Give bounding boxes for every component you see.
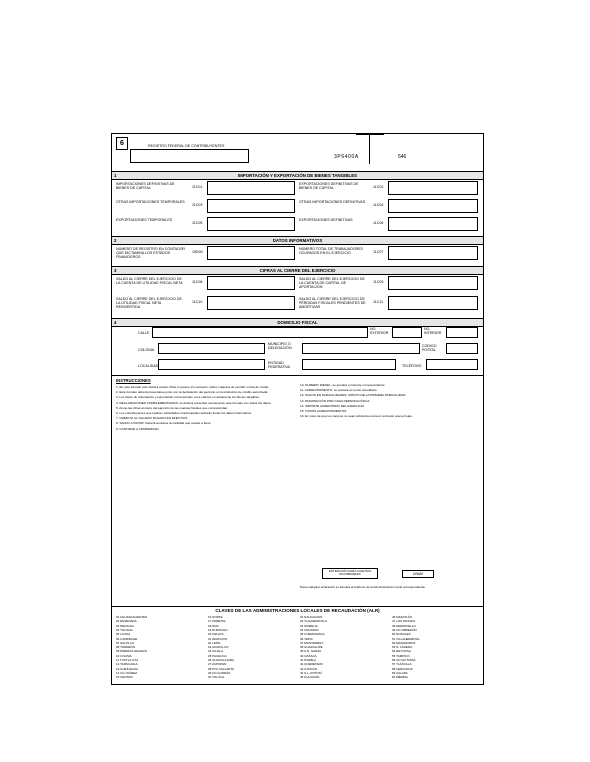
form-code-bar-stem [369, 134, 370, 164]
instruction-paragraph: 11. ACREDITAMIENTO: se anotará el monto acreditado. [300, 388, 378, 393]
instruction-paragraph: 15. OTROS ACREDITAMIENTOS. [300, 408, 348, 413]
instructions-right-column [300, 384, 478, 544]
alr-code: 44 S.L. POTOSÍ [300, 670, 322, 675]
alr-code: 24 IGUALA [208, 649, 224, 654]
estimacion-label: ESTIMACIÓN PARA CUENTAS INCOBRABLES [328, 569, 372, 577]
alr-code: 04 TIJUANA [116, 627, 133, 632]
field-input-right[interactable] [388, 181, 478, 195]
field-code-left: 11C01 [192, 185, 203, 189]
alr-code: 28 PTO VALLARTA [208, 666, 234, 671]
entidad-label: ENTIDAD FEDERATIVA [268, 361, 291, 370]
alr-code: 06 CAMPECHE [116, 636, 138, 641]
field-input-right[interactable] [388, 246, 478, 260]
tax-form [111, 133, 484, 685]
alr-code: 30 TOLUCA [208, 675, 225, 680]
field-label-right: EXPORTACIONES DEFINITIVAS DE BIENES DE CAPITAL [299, 182, 359, 191]
rfc-label: REGISTRO FEDERAL DE CONTRIBUYENTES [148, 144, 225, 148]
field-input-right[interactable] [388, 217, 478, 231]
alr-code: 60 MÉRIDA [392, 675, 408, 680]
codes-title: CLAVES DE LAS ADMINISTRACIONES LOCALES DE RECAUDACIÓN (ALR) [215, 608, 380, 613]
alr-code: 20 CELAYA [208, 632, 224, 637]
field-code-left: 19D00 [192, 250, 203, 254]
alr-code: 03 MEXICALI [116, 623, 135, 628]
codes-rule [112, 606, 483, 607]
alr-code: 57 TLAXCALA [392, 662, 412, 667]
alr-code: 38 GUADALUPE [300, 645, 323, 650]
field-label-left: IMPORTACIONES DEFINITIVAS DE BIENES DE CAPITAL [116, 182, 175, 191]
section-number: 4 [114, 320, 117, 325]
alr-code: 53 N. LAREDO [392, 645, 413, 650]
field-label-right: NÚMERO TOTAL DE TRABAJADORES OCUPADOS EN EL EJERCICIO [299, 247, 363, 256]
alr-code: 19 DURANGO [208, 627, 228, 632]
instructions-footer: Para cualquier aclaración se llamará al teléfono de la Administración Local correspondiente. [300, 586, 426, 589]
alr-code: 31 NAUCALPAN [300, 615, 323, 619]
alr-code: 50 NOGALES [392, 632, 411, 637]
calle-label: CALLE [138, 331, 150, 335]
no-interior-input[interactable] [446, 327, 478, 338]
alr-code: 46 MAZATLÁN [392, 615, 412, 619]
alr-code: 11 TUXTLA GTZ [116, 658, 139, 662]
alr-code: 40 OAXACA [300, 653, 317, 658]
section-title: IMPORTACIÓN Y EXPORTACIÓN DE BIENES TANGIBLES [237, 173, 358, 178]
instruction-paragraph: 12. PAGOS EN PARCIALIDADES. MONTO DE LA PRIMERA PARCIALIDAD. [300, 393, 407, 398]
field-label-right: OTRAS IMPORTACIONES DEFINITIVAS [299, 200, 366, 204]
estimacion-value-box [402, 570, 434, 578]
alr-code: 47 LOS MOCHIS [392, 619, 416, 624]
colonia-label: COLONIA [138, 348, 155, 352]
section-4-header [112, 318, 483, 327]
no-interior-label: NO. INTERIOR [424, 327, 442, 336]
entidad-input[interactable] [302, 359, 396, 370]
field-code-left: 11C03 [192, 203, 203, 207]
alr-code: 45 CULIACÁN [300, 675, 320, 680]
field-code-right: 11C02 [373, 185, 384, 189]
alr-code: 33 MORELIA [300, 623, 318, 628]
section-title: DOMICILIO FISCAL [277, 320, 318, 325]
instruction-paragraph: 7. CRÉDITO AL SALARIO PAGADO EN EFECTIVO. [116, 416, 189, 421]
field-input-left[interactable] [207, 296, 295, 310]
field-label-left: EXPORTACIONES TEMPORALES [116, 218, 173, 222]
section-number: 1 [114, 173, 117, 178]
estimacion-box [322, 568, 378, 579]
field-input-left[interactable] [207, 181, 295, 195]
alr-code: 14 CD JUÁREZ [116, 670, 138, 675]
alr-code: 55 TAMPICO [392, 653, 410, 658]
field-label-left: SALDO AL CIERRE DEL EJERCICIO DE LA CUENTA DE UTILIDAD FISCAL NETA [116, 277, 183, 286]
instruction-paragraph: 16. En caso de que los campos no sean suficientes para el concepto anexe hojas. [300, 414, 413, 419]
alr-code: 39 S.N. GARZA [300, 649, 322, 654]
municipio-input[interactable] [302, 343, 420, 354]
alr-code: 01 AGUASCALIENTES [116, 615, 148, 619]
alr-code: 49 CD OBREGÓN [392, 627, 417, 632]
instruction-paragraph: 10. NÚMERO DIESEL: se anotará el importe correspondiente. [300, 384, 386, 387]
section-2-header [112, 236, 483, 245]
instruction-paragraph: 2. Este formato deberá presentarse junto con la declaración del ejercicio en la institución de crédito autorizada. [116, 390, 269, 395]
form-number-box [116, 137, 128, 150]
instruction-paragraph: 6. Los contribuyentes que realicen actividades empresariales deberán llenar los datos informativos. [116, 410, 253, 415]
field-code-right: 11C06 [373, 221, 384, 225]
field-code-right: 11C11 [373, 300, 384, 304]
telefono-label: TELÉFONO [402, 364, 422, 368]
section-title: CIFRAS AL CIERRE DEL EJERCICIO [259, 268, 336, 273]
instructions-left-column [116, 386, 292, 596]
alr-code: 09 PIEDRAS NEGRAS [116, 649, 147, 654]
field-code-left: 11C05 [192, 221, 203, 225]
section-3-header [112, 266, 483, 275]
alr-code: 36 TEPIC [300, 636, 313, 641]
alr-code: 41 PUEBLA [300, 658, 317, 662]
alr-code: 15 CENTRO [116, 675, 133, 680]
alr-code: 37 MONTERREY [300, 640, 324, 645]
colonia-input[interactable] [158, 343, 265, 354]
municipio-label: MUNICIPIO O DELEGACIÓN [268, 342, 292, 351]
alr-code: 02 ENSENADA [116, 619, 137, 624]
alr-code: 42 QUERÉTARO [300, 662, 323, 667]
field-code-left: 11C08 [192, 280, 203, 284]
telefono-input[interactable] [426, 359, 478, 370]
alr-code: 43 CANCÚN [300, 666, 318, 671]
field-input-left[interactable] [207, 276, 295, 290]
alr-code: 59 XALAPA [392, 670, 408, 675]
instruction-paragraph: 4. DECLARACIONES COMPLEMENTARIAS: se deberá presentar nuevamente este formato con todos los datos. [116, 400, 272, 405]
field-label-left: SALDO AL CIERRE DEL EJERCICIO DE LA UTILIDAD FISCAL NETA REINVERTIDA [116, 297, 182, 310]
alr-code: 08 TORREÓN [116, 645, 136, 650]
alr-code: 51 VILLAHERMOSA [392, 636, 420, 641]
section-number: 2 [114, 238, 117, 243]
alr-code: 07 SALTILLO [116, 640, 134, 645]
field-label-left: OTRAS IMPORTACIONES TEMPORALES [116, 200, 185, 204]
no-exterior-label: NO. EXTERIOR [370, 327, 389, 336]
instruction-paragraph: 5. Anote las cifras al cierre del ejercicio de las cuentas fiscales que correspondan. [116, 405, 229, 410]
alr-code: 35 CUERNAVACA [300, 632, 325, 637]
field-label-left: NÚMERO DE REGISTRO EN CONTADOR QUE DICTAMINA LOS ESTADOS FINANCIEROS [116, 247, 186, 260]
alr-code: 54 REYNOSA [392, 649, 411, 654]
alr-code: 58 VERACRUZ [392, 666, 413, 671]
alr-code: 13 CHIHUAHUA [116, 666, 139, 671]
form-code: 3P6400A [334, 154, 359, 160]
alr-code: 23 ACAPULCO [208, 645, 229, 650]
field-label-right: SALDO AL CIERRE DEL EJERCICIO DE PÉRDIDAS FISCALES PENDIENTES DE AMORTIZAR [299, 297, 366, 310]
field-code-right: 11C09 [373, 280, 384, 284]
field-input-right[interactable] [388, 296, 478, 310]
alr-code: 34 URUAPAN [300, 627, 319, 632]
codigo-postal-input[interactable] [446, 343, 478, 354]
localidad-label: LOCALIDAD [138, 364, 159, 368]
instruction-paragraph: 14. IMPORTE ACREDITADO DEL EJERCICIO. [300, 403, 365, 408]
instructions-rule [112, 375, 483, 376]
instruction-paragraph: 9. CANTIDAD A COMPENSAR. [116, 426, 160, 431]
localidad-input[interactable] [158, 359, 265, 370]
rfc-input[interactable] [130, 149, 249, 163]
alr-code: 12 TAPACHULA [116, 662, 138, 667]
alr-code: 10 COLIMA [116, 653, 132, 658]
alr-code: 18 SUR [208, 623, 219, 628]
estimacion-value: UNAM [413, 572, 423, 576]
instruction-paragraph: 3. Los datos de importación y exportación corresponden a los valores en aduana de los bienes tangibles. [116, 395, 260, 400]
alr-code: 25 PACHUCA [208, 653, 227, 658]
field-code-left: 11C10 [192, 300, 203, 304]
field-code-right: 11C07 [373, 250, 384, 254]
alr-code: 22 LEÓN [208, 640, 221, 645]
instruction-paragraph: 8. SALDO A FAVOR. Deberá anotarse la cantidad que resulte a favor. [116, 421, 212, 426]
field-label-right: SALDO AL CIERRE DEL EJERCICIO DE LA CUENTA DE CAPITAL DE APORTACIÓN [299, 277, 365, 290]
instructions-title: INSTRUCCIONES [116, 378, 151, 383]
alr-code: 21 IRAPUATO [208, 636, 228, 641]
field-input-right[interactable] [388, 199, 478, 213]
field-input-left[interactable] [207, 217, 295, 231]
alr-code: 32 TLALNEPANTLA [300, 619, 327, 624]
alr-code: 17 ORIENTE [208, 619, 226, 624]
alr-code: 56 CD VICTORIA [392, 658, 416, 662]
field-input-left[interactable] [207, 199, 295, 213]
alr-code: 52 MATAMOROS [392, 640, 416, 645]
instruction-paragraph: 13. DISMINUCIÓN POR CADA PERSONA FÍSICA. [300, 398, 371, 403]
no-exterior-input[interactable] [392, 327, 422, 338]
form-code-suffix: 546 [398, 154, 407, 160]
form-number: 6 [120, 140, 124, 147]
field-label-right: EXPORTACIONES DEFINITIVAS [299, 218, 353, 222]
field-input-right[interactable] [388, 276, 478, 290]
alr-code: 27 ZAPOPAN [208, 662, 227, 667]
codigo-postal-label: CÓDIGO POSTAL [422, 344, 437, 353]
alr-code: 29 CD GUZMÁN [208, 670, 231, 675]
alr-code: 05 LA PAZ [116, 632, 131, 637]
calle-input[interactable] [152, 327, 368, 338]
alr-code: 26 GUADALAJARA [208, 658, 235, 662]
alr-code: 48 HERMOSILLO [392, 623, 416, 628]
section-number: 3 [114, 268, 117, 273]
form-code-bar-top [356, 134, 384, 135]
section-1-header [112, 171, 483, 180]
section-title: DATOS INFORMATIVOS [272, 238, 323, 243]
instruction-paragraph: 1. En este formato sólo deberá anotar cifras en pesos sin centavos; utilice máquina de escribir o letra de molde. [116, 386, 270, 389]
field-input-left[interactable] [207, 246, 295, 260]
field-code-right: 11C04 [373, 203, 384, 207]
alr-code: 16 NORTE [208, 615, 223, 619]
